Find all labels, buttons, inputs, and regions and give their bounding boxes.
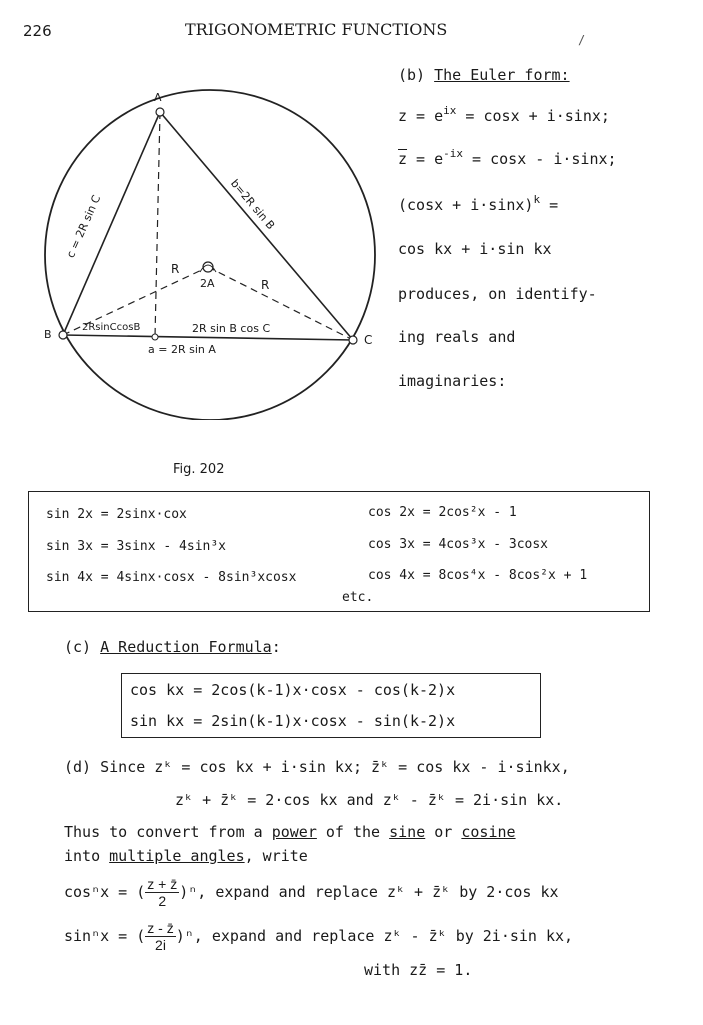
label-side-c: c = 2R sin C — [64, 193, 104, 260]
identity-etc: etc. — [342, 590, 374, 605]
euler-line2-rhs: = cosx - i·sinx; — [463, 150, 617, 168]
vertex-c — [349, 336, 357, 344]
identity-row-3-right: cos 4x = 8cos⁴x - 8cos²x + 1 — [368, 568, 588, 583]
euler-line-4: cos kx + i·sin kx — [398, 240, 552, 258]
euler-line1-lhs: z = e — [398, 107, 444, 125]
thus-2c: , write — [244, 847, 308, 865]
euler-power-tail: = — [540, 196, 559, 214]
euler-line2-mid: = e — [407, 150, 444, 168]
thus-cosine: cosine — [461, 823, 516, 841]
thus-1a: Thus to convert from a — [64, 823, 272, 841]
reduction-heading-text: A Reduction Formula — [100, 638, 272, 656]
figure-caption: Fig. 202 — [173, 462, 225, 477]
label-r-right: R — [261, 278, 270, 292]
reduction-prefix: (c) — [64, 638, 101, 656]
thus-power: power — [271, 823, 317, 841]
side-bc — [63, 335, 353, 340]
thus-line-1 — [64, 823, 516, 841]
euler-heading — [398, 66, 570, 84]
label-a: A — [154, 91, 162, 104]
altitude — [155, 112, 160, 337]
euler-heading-text: The Euler form: — [434, 66, 570, 84]
triangle-circle-figure — [0, 80, 400, 420]
section-d-line-2: zᵏ + z̄ᵏ = 2·cos kx and zᵏ - z̄ᵏ = 2i·sin kx. — [175, 791, 564, 809]
foot-point — [152, 334, 158, 340]
final-line: with zz̄ = 1. — [364, 961, 473, 979]
euler-power-base: (cosx + i·sinx) — [398, 196, 534, 214]
euler-line1-rhs: = cosx + i·sinx; — [456, 107, 610, 125]
euler-text-1: produces, on identify- — [398, 285, 597, 303]
euler-line-1 — [398, 104, 610, 125]
label-r-left: R — [171, 262, 180, 276]
identity-row-1-right: cos 2x = 2cos²x - 1 — [368, 505, 517, 520]
sin-denominator: 2i — [155, 937, 166, 953]
section-d-line-1: (d) Since zᵏ = cos kx + i·sin kx; z̄ᵏ = cos kx - i·sinkx, — [64, 758, 570, 776]
identity-row-1-left: sin 2x = 2sinx·cox — [46, 507, 187, 522]
euler-text-2: ing reals and — [398, 328, 516, 346]
identity-row-2-right: cos 3x = 4cos³x - 3cosx — [368, 537, 549, 552]
page-number: 226 — [23, 22, 52, 40]
euler-line-2 — [398, 147, 617, 168]
label-b: B — [44, 328, 52, 341]
sin-power-tail: )ⁿ, expand and replace zᵏ - z̄ᵏ by 2i·sin kx, — [175, 927, 574, 945]
thus-1c: of the — [316, 823, 390, 841]
euler-line2-exp: -ix — [443, 147, 464, 160]
label-side-a: a = 2R sin A — [148, 343, 216, 356]
pen-mark: / — [578, 33, 586, 47]
cos-fraction — [145, 876, 179, 909]
euler-line1-exp: ix — [443, 104, 457, 117]
cos-power-lhs: cosⁿx = ( — [64, 883, 146, 901]
label-c: C — [364, 333, 373, 347]
reduction-colon: : — [271, 638, 281, 656]
thus-2a: into — [64, 847, 110, 865]
thus-1e: or — [425, 823, 462, 841]
page-title: TRIGONOMETRIC FUNCTIONS — [185, 20, 448, 39]
thus-multiple-angles: multiple angles — [109, 847, 245, 865]
vertex-a — [156, 108, 164, 116]
cos-power-tail: )ⁿ, expand and replace zᵏ + z̄ᵏ by 2·cos kx — [179, 883, 559, 901]
reduction-line-2: sin kx = 2sin(k-1)x·cosx - sin(k-2)x — [130, 712, 456, 730]
sin-fraction — [145, 920, 175, 953]
euler-heading-prefix: (b) — [398, 66, 435, 84]
label-angle-2a: 2A — [200, 277, 215, 290]
vertex-b — [59, 331, 67, 339]
side-ac — [160, 112, 353, 340]
euler-line-3 — [398, 193, 559, 214]
sin-numerator: z - z̄ — [147, 920, 174, 936]
label-seg-right: 2R sin B cos C — [192, 322, 271, 335]
euler-line2-lhs: $\overline{z}$ — [398, 150, 408, 168]
reduction-line-1: cos kx = 2cos(k-1)x·cosx - cos(k-2)x — [130, 681, 456, 699]
reduction-heading — [64, 638, 281, 656]
thus-sine: sine — [389, 823, 426, 841]
cos-numerator: z + z̄ — [147, 876, 178, 892]
label-seg-left: 2RsinCcosB — [82, 322, 141, 333]
identity-row-3-left: sin 4x = 4sinx·cosx - 8sin³xcosx — [46, 570, 297, 585]
cos-power-line — [64, 876, 559, 909]
circumcircle — [45, 90, 375, 420]
cos-denominator: 2 — [158, 893, 167, 909]
center-point — [203, 262, 213, 272]
label-side-b: b=2R sin B — [227, 176, 278, 233]
thus-line-2 — [64, 847, 308, 865]
sin-power-lhs: sinⁿx = ( — [64, 927, 146, 945]
euler-text-3: imaginaries: — [398, 372, 507, 390]
identity-row-2-left: sin 3x = 3sinx - 4sin³x — [46, 539, 227, 554]
euler-power-exp: k — [533, 193, 541, 206]
sin-power-line — [64, 920, 573, 953]
